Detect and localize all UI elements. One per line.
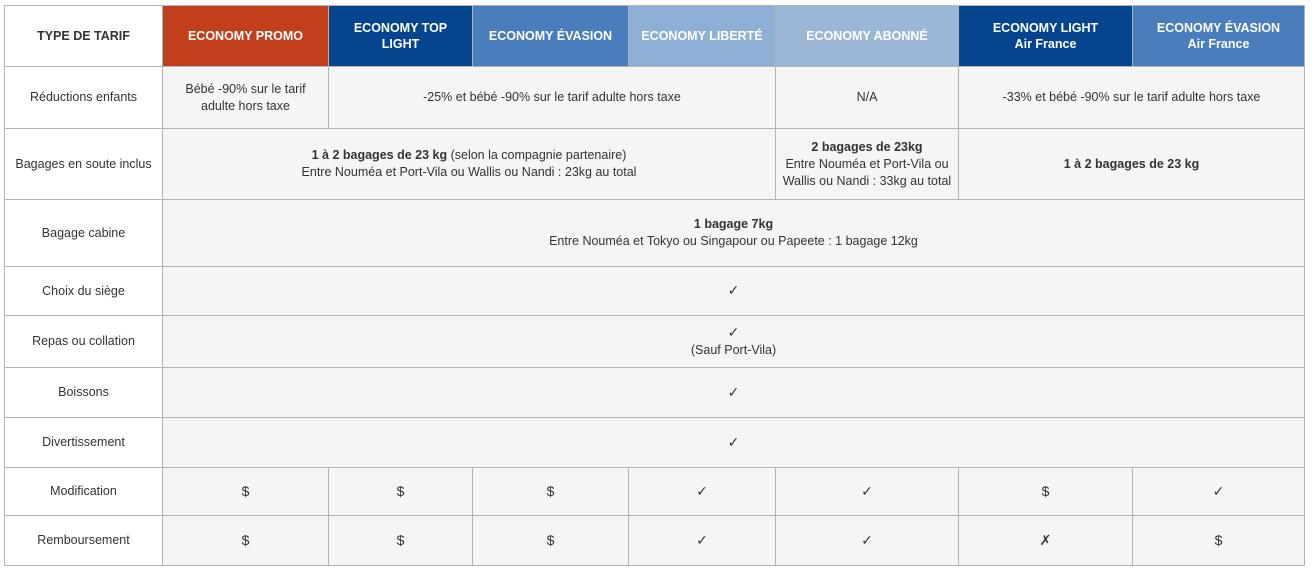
fee-icon: $ [1041,482,1050,499]
cell-bold-text: 1 à 2 bagages de 23 kg [311,148,448,162]
cell-boissons [163,368,1305,418]
column-economy-liberte [629,6,776,67]
check-icon: ✓ [696,531,708,548]
row-label: Boissons [5,368,163,418]
cell-bold-text: 1 bagage 7kg [693,217,774,231]
row-label: Réductions enfants [5,67,163,129]
column-economy-light-air-france [959,6,1133,67]
check-icon: ✓ [696,482,708,499]
column-economy-evasion [473,6,629,67]
cell-remboursement-abonne [776,516,959,566]
check-icon: ✓ [727,433,740,450]
check-icon: ✓ [1212,482,1225,499]
fee-icon: $ [396,531,405,548]
column-economy-top-light [329,6,473,67]
row-bagages-soute [5,129,1305,200]
cross-icon: ✗ [1039,531,1052,548]
cell-divertissement [163,418,1305,468]
row-label: Remboursement [5,516,163,566]
fee-icon: $ [1214,531,1223,548]
column-title: ECONOMY ÉVASION [488,29,613,43]
cell-text: Bébé -90% sur le tarif [185,81,306,96]
row-label: Bagage cabine [5,200,163,267]
column-economy-abonne [776,6,959,67]
fee-icon: $ [241,482,250,499]
cell-reductions-air-france: -33% et bébé -90% sur le tarif adulte hors taxe [959,67,1305,129]
cell-modification-light-af [959,468,1133,516]
cell-text: Wallis ou Nandi : 33kg au total [782,173,952,188]
check-icon: ✓ [861,531,873,548]
cell-repas [163,316,1305,368]
column-economy-evasion-air-france [1133,6,1305,67]
row-bagage-cabine [5,200,1305,267]
cell-reductions-promo [163,67,329,129]
row-reductions-enfants [5,67,1305,129]
cell-bold-text: 1 à 2 bagages de 23 kg [1063,156,1200,171]
row-label: Modification [5,468,163,516]
check-icon: ✓ [727,282,740,298]
cell-modification-abonne [776,468,959,516]
row-label: Divertissement [5,418,163,468]
cell-reductions-abonne: N/A [776,67,959,129]
check-icon: ✓ [727,383,740,400]
cell-text: adulte hors taxe [201,98,290,113]
row-label: Repas ou collation [5,316,163,368]
cell-bagages-soute-air-france [959,129,1305,200]
row-label: Bagages en soute inclus [5,129,163,200]
fee-icon: $ [241,531,250,548]
cell-remboursement-liberte [629,516,776,566]
fee-icon: $ [546,482,555,499]
cell-text: Entre Nouméa et Tokyo ou Singapour ou Papeete : 1 bagage 12kg [549,234,918,248]
cell-remboursement-light-af [959,516,1133,566]
cell-text: (selon la compagnie partenaire) [447,148,627,162]
cell-reductions-mid: -25% et bébé -90% sur le tarif adulte hors taxe [329,67,776,129]
row-boissons [5,368,1305,418]
fare-comparison-table-container [4,5,1305,566]
column-title: ECONOMY LIBERTÉ [641,29,763,43]
cell-modification-promo [163,468,329,516]
column-title: ECONOMY TOP LIGHT [353,21,448,51]
cell-bagages-soute-partners [163,129,776,200]
column-title: ECONOMY LIGHT [992,21,1099,35]
column-subtitle: Air France [1187,37,1250,51]
check-icon: ✓ [727,324,740,340]
row-remboursement [5,516,1305,566]
fee-icon: $ [396,482,405,499]
row-divertissement [5,418,1305,468]
column-title: ECONOMY ÉVASION [1156,21,1281,35]
header-row [5,6,1305,67]
fee-icon: $ [546,531,555,548]
fare-type-header: TYPE DE TARIF [5,6,163,67]
cell-note: (Sauf Port-Vila) [690,343,777,357]
cell-choix-siege [163,267,1305,316]
cell-text: Entre Nouméa et Port-Vila ou Wallis ou Nandi : 23kg au total [301,165,637,179]
cell-bagage-cabine [163,200,1305,267]
fare-comparison-table [4,5,1305,566]
row-label: Choix du siège [5,267,163,316]
cell-remboursement-promo [163,516,329,566]
cell-bold-text: 2 bagages de 23kg [811,139,923,154]
cell-text: Entre Nouméa et Port-Vila ou [785,156,949,171]
cell-bagages-soute-abonne [776,129,959,200]
column-title: ECONOMY PROMO [187,29,304,43]
cell-modification-evasion [473,468,629,516]
column-subtitle: Air France [1014,37,1077,51]
cell-modification-liberte [629,468,776,516]
cell-modification-evasion-af [1133,468,1305,516]
cell-remboursement-evasion [473,516,629,566]
row-modification [5,468,1305,516]
check-icon: ✓ [861,482,873,499]
column-title: ECONOMY ABONNÉ [806,29,928,43]
row-repas [5,316,1305,368]
cell-remboursement-evasion-af [1133,516,1305,566]
column-economy-promo [163,6,329,67]
cell-remboursement-top-light [329,516,473,566]
row-choix-siege [5,267,1305,316]
cell-modification-top-light [329,468,473,516]
